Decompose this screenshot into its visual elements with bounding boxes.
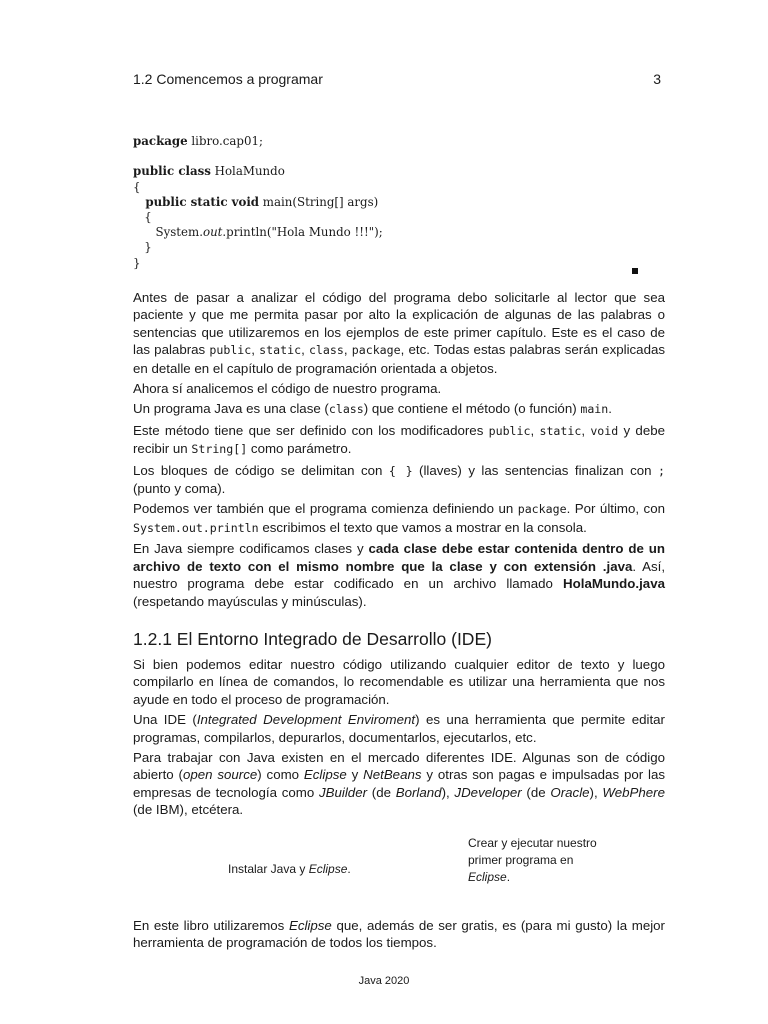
- code-line: {: [133, 209, 152, 224]
- paragraph: En Java siempre codificamos clases y cada clase debe estar contenida dentro de un archivo de texto con el mismo nombre que la clase y con extensión .java. Así, nuestro programa debe estar codificado en un archivo llamado HolaMundo.java (respetando mayúsculas y minúsculas).: [133, 541, 666, 609]
- code-line: [133, 195, 383, 210]
- code-text: libro.cap01;: [187, 134, 263, 148]
- inline-code: static: [539, 423, 582, 438]
- page-number: 3: [653, 71, 661, 87]
- section-heading: 1.2.1 El Entorno Integrado de Desarrollo (IDE): [133, 628, 492, 649]
- body-text: [133, 289, 665, 954]
- code-line: {: [133, 179, 141, 194]
- code-line: [133, 134, 383, 149]
- inline-code: package: [351, 343, 401, 358]
- paragraph: Este método tiene que ser definido con los modificadores public, static, void y debe recibir un String[] como parámetro.: [133, 422, 666, 457]
- italic-text: Integrated Development Enviroment: [196, 712, 416, 728]
- paragraph: Podemos ver también que el programa comienza definiendo un package. Por último, con System.out.println escribimos el texto que vamos a mostrar en la consola.: [133, 501, 665, 535]
- code-line: [133, 225, 383, 240]
- end-of-listing-mark: [632, 268, 638, 274]
- code-keyword: package: [133, 134, 188, 148]
- code-text: main(String[] args): [259, 194, 379, 209]
- inline-code: void: [590, 423, 619, 438]
- code-line: }: [133, 255, 141, 270]
- inline-code: public: [488, 423, 531, 438]
- bold-text: HolaMundo.java: [563, 576, 665, 592]
- code-text: .println("Hola Mundo !!!");: [222, 225, 383, 240]
- paragraph: Un programa Java es una clase (class) que contiene el método (o función) main.: [133, 401, 612, 417]
- video-link-first-program[interactable]: Crear y ejecutar nuestro primer programa en Eclipse.: [468, 835, 597, 884]
- inline-code: main: [580, 402, 609, 417]
- paragraph: Los bloques de código se delimitan con { } (llaves) y las sentencias finalizan con ; (punto y coma).: [133, 462, 665, 497]
- page-footer: Java 2020: [358, 975, 410, 987]
- code-keyword: public class: [133, 164, 211, 179]
- bold-text: cada clase debe estar contenida dentro de un archivo de texto con el mismo nombre que la clase y con extensión .java: [133, 541, 665, 574]
- running-head: [133, 71, 661, 91]
- code-keyword: public static void: [133, 194, 260, 209]
- inline-code: ;: [658, 463, 665, 478]
- inline-code: class: [328, 402, 364, 417]
- paragraph: Ahora sí analicemos el código de nuestro programa.: [133, 381, 442, 397]
- paragraph: Para trabajar con Java existen en el mercado diferentes IDE. Algunas son de código abierto (open source) como Eclipse y NetBeans y otras son pagas e impulsadas por las empresas de tecnología como JBuilder (de Borland), JDeveloper (de Oracle), WebPhere (de IBM), etcétera.: [133, 749, 666, 818]
- code-line: }: [133, 240, 152, 255]
- inline-code: System.out.println: [133, 520, 259, 535]
- paragraph: Antes de pasar a analizar el código del programa debo solicitarle al lector que sea paciente y que me permita pasar por alto la explicación de algunas de las palabras o sentencias que utilizaremos en los ejemplos de este primer capítulo. Este es el caso de las palabras public, static, class, package, etc. Todas estas palabras serán explicadas en detalle en el capítulo de programación orientada a objetos.: [133, 290, 666, 376]
- inline-code: public: [209, 343, 252, 358]
- paragraph: En este libro utilizaremos Eclipse que, además de ser gratis, es (para mi gusto) la mejor herramienta de programación de todos los tiempos.: [133, 917, 665, 950]
- inline-code: package: [517, 502, 567, 517]
- inline-code: { }: [388, 463, 413, 478]
- code-text: HolaMundo: [210, 164, 285, 179]
- paragraph: Si bien podemos editar nuestro código utilizando cualquier editor de texto y luego compilarlo en línea de comandos, lo recomendable es utilizar una herramienta que nos ayude en todo el proceso de programación.: [133, 656, 665, 707]
- paragraph: Una IDE (Integrated Development Enviroment) es una herramienta que permite editar programas, compilarlos, depurarlos, documentarlos, ejecutarlos, etc.: [133, 712, 665, 745]
- code-italic: out: [202, 225, 223, 240]
- section-title: 1.2 Comencemos a programar: [133, 71, 323, 87]
- video-link-install-java[interactable]: Instalar Java y Eclipse.: [228, 861, 351, 876]
- code-line: [133, 164, 383, 179]
- inline-code: class: [308, 343, 344, 358]
- inline-code: static: [259, 343, 302, 358]
- video-links: [133, 825, 665, 915]
- code-listing: [133, 134, 383, 271]
- code-text: System.: [133, 225, 203, 240]
- inline-code: String[]: [191, 442, 248, 457]
